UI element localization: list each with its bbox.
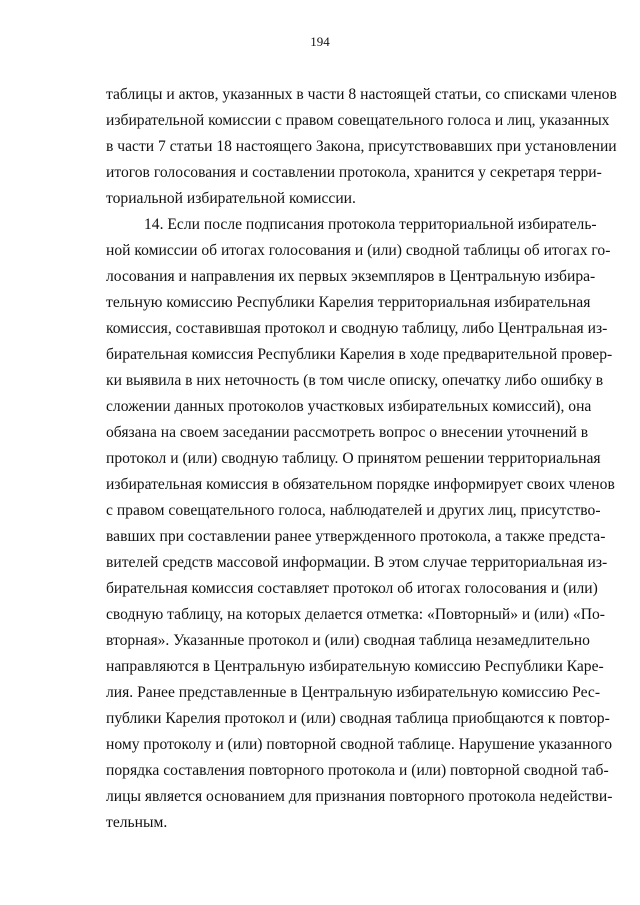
text-line: вителей средств массовой информации. В этом случае территориальная из- [106,554,608,571]
text-line: направляются в Центральную избирательную комиссию Республики Каре- [106,658,604,675]
text-line: итогов голосования и составлении протокола, хранится у секретаря терри- [106,164,602,181]
text-line: обязана на своем заседании рассмотреть вопрос о внесении уточнений в [106,424,589,441]
document-text [106,82,617,836]
text-line: сложении данных протоколов участковых избирательных комиссий), она [106,398,592,415]
text-line: бирательная комиссия составляет протокол об итогах голосования и (или) [106,580,598,597]
text-line: в части 7 статьи 18 настоящего Закона, присутствовавших при установлении [106,138,617,155]
text-line: лицы является основанием для признания повторного протокола недействи- [106,788,613,805]
text-line: с правом совещательного голоса, наблюдателей и других лиц, присутство- [106,502,601,519]
text-line: публики Карелия протокол и (или) сводная таблица приобщаются к повтор- [106,710,610,727]
text-line: таблицы и актов, указанных в части 8 настоящей статьи, со списками членов [106,86,617,103]
text-line: избирательная комиссия в обязательном порядке информирует своих членов [106,476,615,493]
text-line: ному протоколу и (или) повторной сводной таблице. Нарушение указанного [106,736,613,753]
paragraph-end-line: ториальной избирательной комиссии. [106,190,356,207]
paragraph-start-line: 14. Если после подписания протокола территориальной избиратель- [144,216,597,233]
paragraph-end-line: тельным. [106,814,168,831]
text-line: лосования и направления их первых экземпляров в Центральную избира- [106,268,596,285]
text-line: порядка составления повторного протокола и (или) повторной сводной таб- [106,762,609,779]
text-line: бирательная комиссия Республики Карелия в ходе предварительной провер- [106,346,613,363]
text-line: избирательной комиссии с правом совещательного голоса и лиц, указанных [106,112,610,129]
text-line: тельную комиссию Республики Карелия территориальная избирательная [106,294,591,311]
page-number: 194 [310,34,330,49]
text-line: комиссия, составившая протокол и сводную таблицу, либо Центральная из- [106,320,608,337]
text-line: сводную таблицу, на которых делается отметка: «Повторный» и (или) «По- [106,606,605,623]
text-line: вторная». Указанные протокол и (или) сводная таблица незамедлительно [106,632,590,649]
text-line: вавших при составлении ранее утвержденного протокола, а также предста- [106,528,606,545]
text-line: протокол и (или) сводную таблицу. О принятом решении территориальная [106,450,601,467]
text-line: лия. Ранее представленные в Центральную избирательную комиссию Рес- [106,684,601,701]
text-line: ной комиссии об итогах голосования и (или) сводной таблицы об итогах го- [106,242,611,259]
text-line: ки выявила в них неточность (в том числе описку, опечатку либо ошибку в [106,372,604,389]
